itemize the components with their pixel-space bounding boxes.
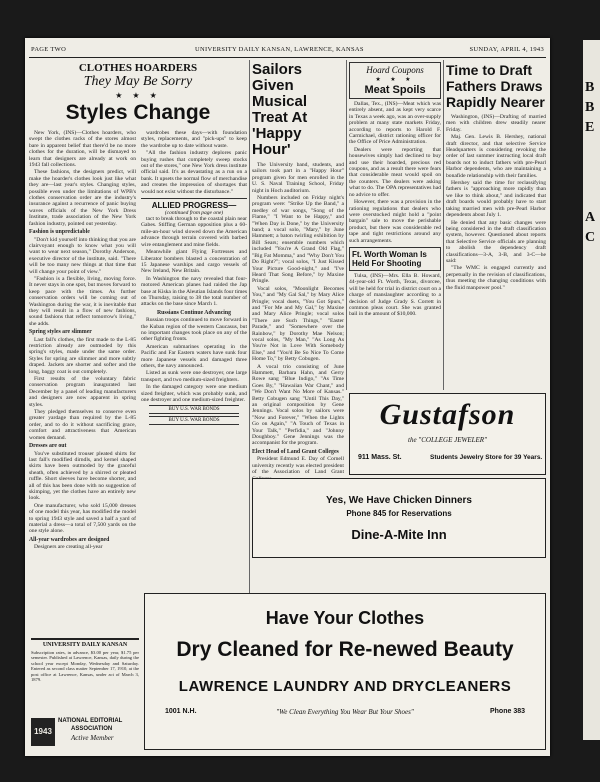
paragraph: New York, (INS)—Clothes hoarders, who swept the clothes racks of the stores almost bare in apparent belief that there'd be no more clothes for the duration, will be dismayed to learn that designers are already at work on 1943 fall collections. bbox=[29, 130, 136, 169]
headline-box bbox=[349, 62, 441, 99]
paragraph: Listed as sunk were one destroyer, one large transport, and two medium-sized freighters. bbox=[141, 370, 247, 383]
header-rule bbox=[29, 57, 546, 58]
allied-title: ALLIED PROGRESS— bbox=[151, 201, 237, 211]
subhead: Dresses are out bbox=[29, 443, 67, 450]
paragraph: "The WMC is engaged currently and perpetually in the revision of classifications, thus meeting the changing conditions with the fluid manpower pool." bbox=[446, 265, 546, 291]
article-clothes-hoarders bbox=[29, 60, 247, 660]
ad-address: 911 Mass. St. bbox=[358, 454, 402, 461]
paragraph: American submarines operating in the Pacific and Far Eastern waters have sunk four more Japanese vessels and damaged three others, the navy announced. bbox=[141, 343, 247, 369]
paragraph: Last fall's clothes, the first made to the L-85 restriction already are outmoded by this spring's styles, made under the same order. Styles for spring are slimmer and more subtly draped. Jackets are shorter and softer and the long, baggy coat is out completely. bbox=[29, 336, 136, 375]
article-body-left bbox=[29, 130, 136, 660]
badge-line: ASSOCIATION bbox=[71, 726, 113, 732]
ad-line: Have Your Clothes bbox=[265, 608, 425, 628]
paragraph: "All the fashion industry deplores panic buying rushes that completely sweep stocks out of the stores," one New York dress institute official said. It's as devastating as a run on a bank. It upsets the normal flow of merchandise and creates the impression of shortages that would not exist without the disturbance." bbox=[141, 150, 247, 195]
page-header bbox=[25, 44, 550, 56]
paper-name: UNIVERSITY DAILY KANSAN, LAWRENCE, KANSAS bbox=[195, 46, 364, 53]
article-body-right bbox=[141, 130, 247, 650]
badge-line: NATIONAL EDITORIAL bbox=[58, 718, 123, 724]
article-title: Time to Draft Fathers Draws Rapidly Nearer bbox=[446, 62, 545, 110]
paragraph: Tulsa, (INS)—Mrs. Ella B. Howard, 44-year-old Ft. Worth, Texas, divorcee, will be held for trial in district court on a charge of manslaughter according to a decision of Judge Grady S. Corrett in common pleas court. She was granted bail in the amount of $10,000. bbox=[349, 272, 441, 318]
ad-company: LAWRENCE LAUNDRY AND DRYCLEANERS bbox=[178, 678, 512, 695]
paragraph: Washington, (INS)—Drafting of married men with children drew steadily nearer Friday. bbox=[446, 114, 546, 133]
ad-name: Dine-A-Mite Inn bbox=[351, 527, 447, 542]
masthead-title: UNIVERSITY DAILY KANSAN bbox=[31, 638, 139, 648]
paragraph: Designers are creating all-year bbox=[34, 544, 103, 551]
ad-brand: Gustafson bbox=[379, 398, 516, 431]
paragraph: The University band, students, and sailors took part in a "Happy Hour" program given for men enrolled in the U. S. Naval Training School, Friday night in Hoch auditorium. bbox=[252, 162, 344, 194]
paragraph: Vocal solos, "Moonlight Becomes You," and "My Gal Sal," by Mary Alice Pringle; vocal duets, "You Got Spurs," and "For Me and My Gal," by Maxine and Mary Alice Pringle; vocal solos "There are Such Things," "Easter Parade," and "Somewhere over the Rainbow," by Dorothy Mae Nelson; vocal solos, "My Man," "As Long As You're Not in Love With Somebody Else," and "You'd Be So Nice To Come Home To," by Betty Cobugen. bbox=[252, 285, 344, 363]
nea-badge bbox=[31, 718, 139, 748]
paragraph: "Don't kid yourself into thinking that you are clairvoyant enough to know what you will want to wear next season," Dorothy Anderson, executive director of the institute, said. "There will be too many new things at that time that will change your point of view." bbox=[29, 236, 136, 275]
ad-line: Dry Cleaned for Re-newed Beauty bbox=[176, 638, 514, 661]
column-rule bbox=[443, 60, 444, 390]
column-rule bbox=[346, 60, 347, 390]
ad-tagline: the "COLLEGE JEWELER" bbox=[408, 436, 487, 444]
war-bonds-banner: BUY U.S. WAR BONDS bbox=[149, 416, 239, 425]
war-bonds-banner: BUY U.S. WAR BONDS bbox=[149, 405, 239, 414]
ad-slogan: "We Clean Everything You Wear But Your Shoes" bbox=[276, 708, 414, 716]
paragraph: Russian troops continued to move forward in the Kuban region of the western Caucasus, but no important changes took place on any of the other fighting fronts. bbox=[141, 317, 247, 343]
paragraph: However, there was a provision in the rationing regulations that dealers who were overstocked might hold a "point bargain" sale to move the perishable product, but there was considerable red tape and tight restrictions around any such arrangements. bbox=[349, 199, 441, 244]
allied-progress bbox=[141, 198, 247, 425]
article-draft-fathers bbox=[446, 60, 546, 390]
star-divider: ★ ★ ★ bbox=[375, 77, 415, 83]
paragraph: tact to break through to the coastal plain near Gabes. Stiffing German opposition plus a 60-mile-an-hour wind slowed down the American advance through terrain covered with barbed wire entanglement and mine fields. bbox=[141, 216, 247, 248]
article-title: Sailors Given Musical Treat At 'Happy Hour' bbox=[252, 61, 308, 158]
paragraph: In Washington the navy revealed that four-motored American planes had raided the Jap base at Kiska in the Aleutian Islands four times on Thursday, raising to 38 the total number of attacks on the base since March 1. bbox=[141, 275, 247, 308]
article-kicker: CLOTHES HOARDERS bbox=[78, 62, 198, 74]
edge-letter: A bbox=[585, 210, 596, 225]
paragraph: "Fashion is a flexible, living, moving force. It never stays in one spot, but moves forward to keep pace with the times. As further conservation orders will be coming out of Washington during the war, it is inevitable that they will result in a flow of new fashions, sound fashions that reflect tomorrow's living," she adds. bbox=[29, 275, 136, 327]
edge-letter: E bbox=[585, 120, 595, 135]
subhead: Spring styles are slimmer bbox=[29, 329, 92, 336]
edge-letter: B bbox=[585, 100, 595, 115]
ad-line: Yes, We Have Chicken Dinners bbox=[326, 495, 472, 506]
ad-dine-a-mite bbox=[252, 478, 546, 558]
ad-lawrence-laundry bbox=[144, 593, 546, 750]
article-title: Meat Spoils bbox=[364, 84, 426, 96]
page-number: PAGE TWO bbox=[31, 46, 67, 53]
subhead: Russians Continue Advancing bbox=[156, 309, 232, 316]
masthead-text: Subscription rates, in advance, $3.00 per year, $1.75 per semester. Published at Lawrence, Kansas, daily during the school year except Monday, Wednesday and Saturday. Entered as second class matter September 17, 1910, at the post office at Lawrence, Kansas, under act of March 3, 1879. bbox=[31, 650, 139, 683]
allied-continued: (continued from page one) bbox=[164, 210, 224, 217]
paragraph: First results of the voluntary fabric conservation program inaugurated last December by a panel of leading manufacturers and designers are now apparent in spring styles. bbox=[29, 376, 136, 408]
ad-slogan: Students Jewelry Store for 39 Years. bbox=[430, 454, 543, 461]
paragraph: Hershey said the time for reclassifying fathers is "approaching more rapidly than we like to think about," and indicated that draft boards would probably have to start taking married men with pre-Pearl Harbor dependents about July 1. bbox=[446, 180, 546, 219]
badge-year: 1943 bbox=[31, 718, 55, 746]
paragraph: He denied that any basic changes were being considered in the draft classification system, however. Questioned about reports that Selective Service officials are planning to abolish the dependency draft classifications—3-A, 3-B, and 3-C—he said: bbox=[446, 219, 546, 264]
edge-letter: C bbox=[585, 230, 596, 245]
subhead: All-year wardrobes are designed bbox=[29, 536, 110, 543]
ad-address: 1001 N.H. bbox=[165, 708, 197, 715]
paragraph: Meanwhile giant Flying Fortresses and Liberator bombers blasted a concentration of 15 Japanese warships and cargo vessels of New Ireland, New Britain. bbox=[141, 249, 247, 275]
paragraph: wardrobes these days—with foundation styles, replacements, and "pick-ups" to keep the wardrobe up to date without waste. bbox=[141, 130, 247, 149]
headline-box bbox=[349, 247, 441, 271]
paragraph: They pledged themselves to conserve even greater yardage than required by the L-85 order, and to do it without sacrificing grace, comfort and attractiveness that American women demand. bbox=[29, 409, 136, 441]
paragraph: President Edmund E. Day of Cornell university recently was elected president of the Association of Land Grant bbox=[252, 456, 344, 476]
badge-line: Active Member bbox=[71, 734, 114, 742]
star-divider: ★ ★ ★ bbox=[115, 91, 161, 100]
article-meat-spoils bbox=[349, 62, 441, 397]
article-kicker: Hoard Coupons bbox=[366, 65, 424, 75]
column-rule bbox=[249, 60, 250, 638]
ad-gustafson bbox=[349, 393, 546, 475]
newspaper-page bbox=[25, 38, 550, 756]
subhead: Fashion is unpredictable bbox=[29, 229, 90, 236]
paragraph: One manufacturer, who sold 15,000 dresses of one model this year, has modified the model to spring 1943 style and saved a half a yard of material a dress—a total of 7,500 yards on the one style alone. bbox=[29, 502, 136, 535]
paragraph: These fashions, the designers predict, will make the hoarder's clothes look just like what they are—last year's styles. Changing styles, possible even under the limitations of WPB's clothes conservation order are the industry's insurance against a recurrence of panic buying waves officials of the New York Dress Institute, trade association of the New York fashion industry, pointed out yesterday. bbox=[29, 169, 136, 227]
article-kicker-2: They May Be Sorry bbox=[83, 74, 193, 89]
article-title: Styles Change bbox=[65, 101, 211, 124]
ad-line: Phone 845 for Reservations bbox=[346, 509, 452, 518]
paragraph: You've substituted trouser pleated shirts for last fall's modified dirndls, and kernel shaped skirts have been outmoded by the graceful sheath, often achieved by a shirred or pleated ruffle. Short sleeves have become shorter, and all of this has been done with no suggestion of skimping, yet the clothes have an entirely new look. bbox=[29, 450, 136, 502]
masthead bbox=[31, 638, 139, 753]
paragraph: Numbers included on Friday night's program were: "Strike Up the Band," a medley of war songs, "Song of the Flame," "I Want to be Happy," and "When Day is Done," by the University band; a vocal solo, "Mary," by June Hammett; a baton twirling exhibition by Bill Sears; ensemble numbers which included "You're A Grand Old Flag," "Big Fat Momma," and "Why Don't You Do Right?"; vocal solos, "I Just Kissed Your Picture Good-night," and "I've Heard That Song Before," by Maxine Pringle. bbox=[252, 195, 344, 285]
paragraph: In the damaged category were one medium sized freighter, which was probably sunk, and one destroyer and one medium-sized freighter. bbox=[141, 384, 247, 404]
ad-phone: Phone 383 bbox=[489, 708, 525, 715]
paragraph: A vocal trio consisting of June Hammett, Barbara Hahn, and Gerry Rowe sang "Blue Indigo," "As Time Goes By," "Hawaiian War Chant," and "We Don't Want No More of Kansas." Betty Cobugen sang "Until This Day," an original composition by Gene Jennings. Vocal solos by sailors were "Now and Forever," "When the Lights Go on Again," "A Touch of Texas in Your Talk," "Perfidia," and "Johnny Doughboy." Gene Jennings was the accompanist for the program. bbox=[252, 363, 344, 447]
issue-date: SUNDAY, APRIL 4, 1943 bbox=[469, 46, 544, 53]
edge-letter: B bbox=[585, 80, 595, 95]
subhead: Elect Head of Land Grant Colleges bbox=[252, 448, 339, 455]
article-title: Ft. Worth Woman Is Held For Shooting bbox=[352, 249, 427, 268]
adjacent-page-edge bbox=[583, 40, 600, 740]
paragraph: Dealers were reporting that housewives simply had declined to buy and use their hoarded, precious red coupons, and as a result there were fears that considerable meat would spoil on the counters. The dealers were asking what to do. The OPA representatives had no advice to offer. bbox=[349, 146, 441, 198]
paragraph: Maj. Gen. Lewis B. Hershey, national draft director, and that selective Service Headquarters is considering revoking the order of last summer instructing local draft boards not to induct fathers with pre-Pearl Harbor dependents, who are maintaining a bonafide relationship with their families. bbox=[446, 134, 546, 179]
article-sailors bbox=[252, 60, 344, 520]
paragraph: Dallas, Tex., (INS)—Meat which was entirely absent, and as kept very scarce in Texas a week ago, was an over-supply problem at many state markets Friday, according to reports to Harold F. Carmichael, district rationing officer for the Office of Price Administration. bbox=[349, 101, 441, 146]
